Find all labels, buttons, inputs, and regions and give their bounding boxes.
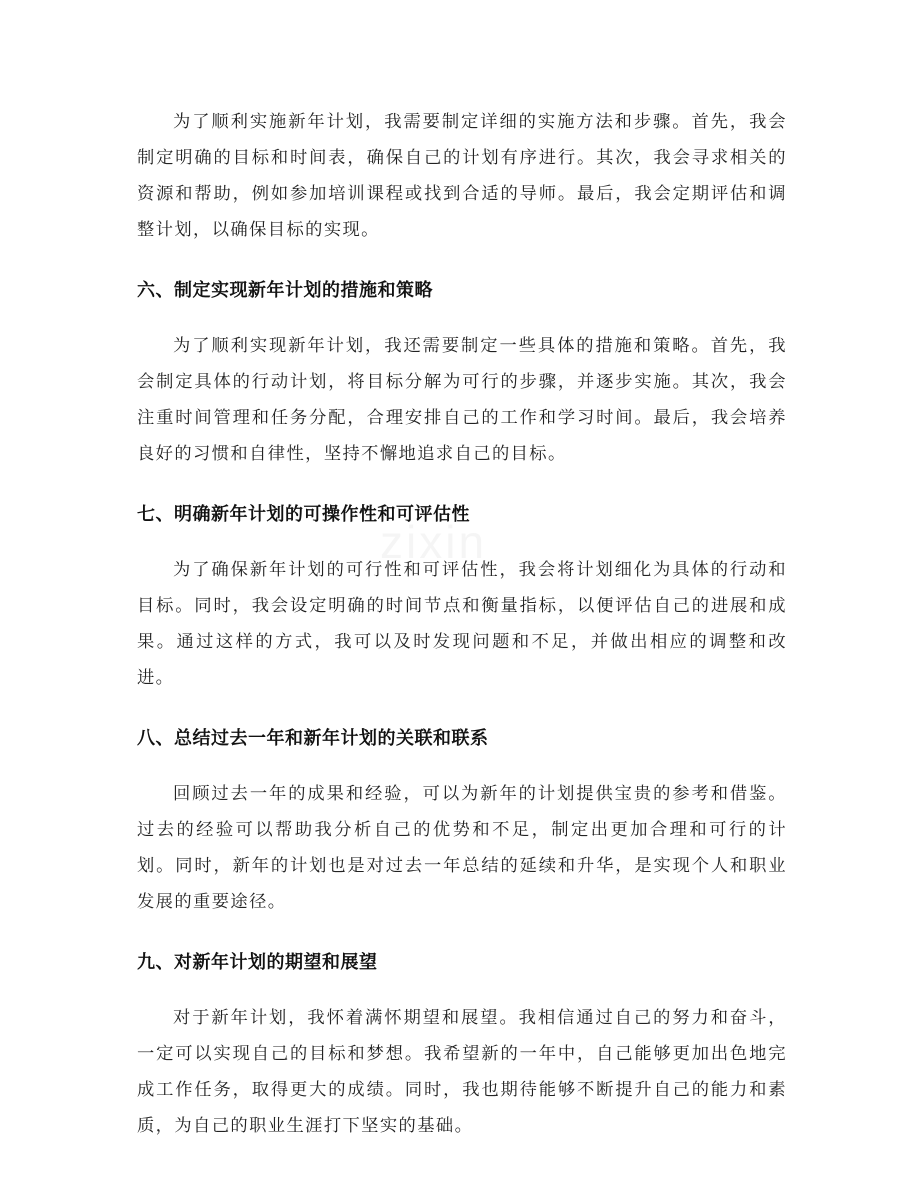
section-7-heading: 七、明确新年计划的可操作性和可评估性 bbox=[137, 504, 470, 525]
intro-paragraph: 为了顺利实施新年计划，我需要制定详细的实施方法和步骤。首先，我会制定明确的目标和时间表，确保自己的计划有序进行。其次，我会寻求相关的资源和帮助，例如参加培训课程或找到合适的导师。最后，我会定期评估和调整计划，以确保目标的实现。 bbox=[137, 112, 787, 240]
section-8-heading: 八、总结过去一年和新年计划的关联和联系 bbox=[137, 728, 489, 749]
section-8-paragraph: 回顾过去一年的成果和经验，可以为新年的计划提供宝贵的参考和借鉴。过去的经验可以帮助我分析自己的优势和不足，制定出更加合理和可行的计划。同时，新年的计划也是对过去一年总结的延续和升华，是实现个人和职业发展的重要途径。 bbox=[137, 784, 787, 912]
document-body bbox=[137, 104, 787, 1144]
section-7-paragraph: 为了确保新年计划的可行性和可评估性，我会将计划细化为具体的行动和目标。同时，我会设定明确的时间节点和衡量指标，以便评估自己的进展和成果。通过这样的方式，我可以及时发现问题和不足，并做出相应的调整和改进。 bbox=[137, 560, 787, 688]
section-9-heading: 九、对新年计划的期望和展望 bbox=[137, 952, 378, 973]
watermark: zixin bbox=[380, 516, 488, 568]
section-6-heading: 六、制定实现新年计划的措施和策略 bbox=[137, 280, 433, 301]
section-6-paragraph: 为了顺利实现新年计划，我还需要制定一些具体的措施和策略。首先，我会制定具体的行动计划，将目标分解为可行的步骤，并逐步实施。其次，我会注重时间管理和任务分配，合理安排自己的工作和学习时间。最后，我会培养良好的习惯和自律性，坚持不懈地追求自己的目标。 bbox=[137, 336, 787, 464]
section-9-paragraph: 对于新年计划，我怀着满怀期望和展望。我相信通过自己的努力和奋斗，一定可以实现自己的目标和梦想。我希望新的一年中，自己能够更加出色地完成工作任务，取得更大的成绩。同时，我也期待能够不断提升自己的能力和素质，为自己的职业生涯打下坚实的基础。 bbox=[137, 1008, 787, 1136]
